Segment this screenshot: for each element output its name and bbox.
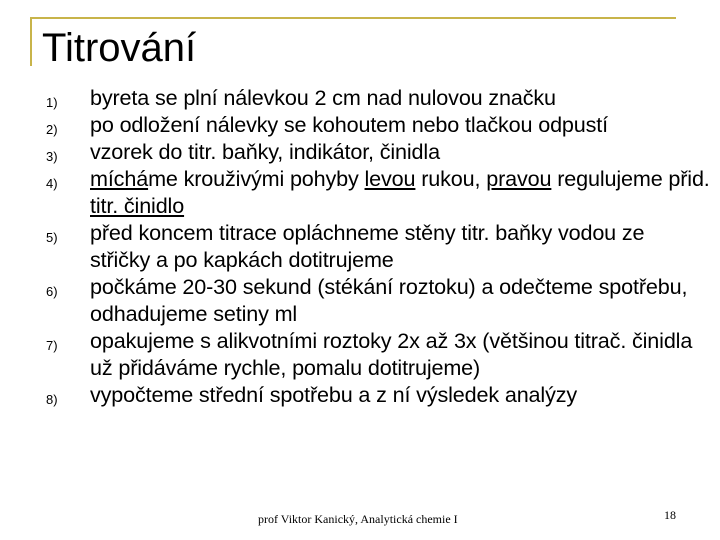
item-text-part: me bbox=[148, 166, 178, 191]
list-item bbox=[40, 84, 710, 111]
list-item bbox=[40, 165, 710, 219]
item-number: 8) bbox=[46, 392, 58, 407]
item-number: 7) bbox=[46, 338, 58, 353]
page-number: 18 bbox=[664, 508, 676, 522]
title-frame-horizontal-line bbox=[30, 17, 676, 19]
item-text: vzorek do titr. baňky, indikátor, činidla bbox=[90, 139, 440, 164]
list-item bbox=[40, 219, 710, 273]
item-text: opakujeme s alikvotními roztoky 2x až 3x (většinou titrač. činidla už přidáváme rychle, pomalu dotitrujeme) bbox=[90, 328, 693, 380]
item-number: 4) bbox=[46, 176, 58, 191]
item-text: před koncem titrace opláchneme stěny titr. baňky vodou ze střičky a po kapkách dotitrujeme bbox=[90, 220, 645, 272]
underlined-text: pravou bbox=[486, 166, 552, 191]
underlined-text: levou bbox=[364, 166, 416, 191]
item-text: po odložení nálevky se kohoutem nebo tlačkou odpustí bbox=[90, 112, 608, 137]
list-item bbox=[40, 273, 710, 327]
item-number: 6) bbox=[46, 284, 58, 299]
item-number: 3) bbox=[46, 149, 58, 164]
slide-title: Titrování bbox=[42, 26, 197, 70]
step-list bbox=[40, 84, 710, 408]
title-frame-vertical-line bbox=[30, 18, 32, 66]
underlined-text: titr. činidlo bbox=[90, 193, 185, 218]
item-text-part: regulujeme přid. bbox=[551, 166, 710, 191]
item-number: 5) bbox=[46, 230, 58, 245]
item-number: 2) bbox=[46, 122, 58, 137]
list-item bbox=[40, 111, 710, 138]
item-text-part: krouživými pohyby bbox=[177, 166, 365, 191]
underlined-text: míchá bbox=[90, 166, 149, 191]
item-text: počkáme 20-30 sekund (stékání roztoku) a odečteme spotřebu, odhadujeme setiny ml bbox=[90, 274, 688, 326]
item-text: vypočteme střední spotřebu a z ní výsledek analýzy bbox=[90, 382, 578, 407]
list-item bbox=[40, 138, 710, 165]
item-text: byreta se plní nálevkou 2 cm nad nulovou značku bbox=[90, 85, 556, 110]
item-text-part: rukou, bbox=[415, 166, 487, 191]
list-item bbox=[40, 327, 710, 381]
item-text bbox=[90, 165, 710, 219]
footer-author: prof Viktor Kanický, Analytická chemie I bbox=[258, 512, 458, 526]
list-item bbox=[40, 381, 710, 408]
item-number: 1) bbox=[46, 95, 58, 110]
